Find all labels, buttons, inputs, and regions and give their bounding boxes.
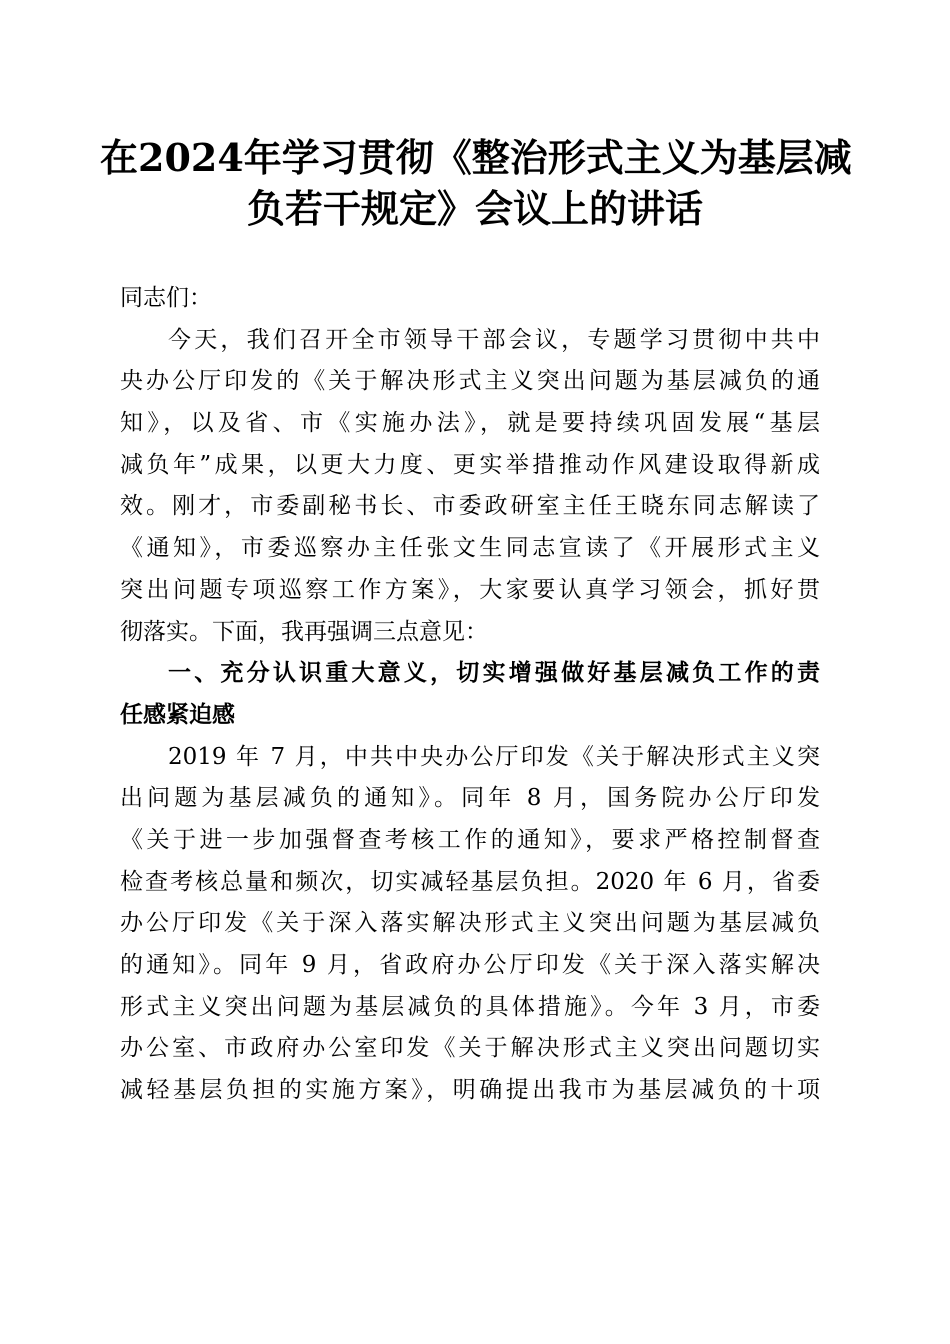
paragraph-line: 效。刚才，市委副秘书长、市委政研室主任王晓东同志解读了 [120, 493, 820, 520]
paragraph-line: 减负年”成果，以更大力度、更实举措推动作风建设取得新成 [120, 451, 820, 478]
salutation: 同志们： [120, 285, 212, 311]
paragraph-line: 形式主义突出问题为基层减负的具体措施》。今年 3 月，市委 [120, 993, 820, 1020]
paragraph-line: 减轻基层负担的实施方案》，明确提出我市为基层减负的十项 [120, 1077, 820, 1104]
section-heading-line: 任感紧迫感 [120, 701, 235, 728]
paragraph-line: 办公厅印发《关于深入落实解决形式主义突出问题为基层减负 [120, 910, 820, 937]
paragraph-line: 的通知》。同年 9 月，省政府办公厅印发《关于深入落实解决 [120, 952, 820, 978]
paragraph-line: 《通知》，市委巡察办主任张文生同志宣读了《开展形式主义 [120, 535, 820, 562]
paragraph-line: 2019 年 7 月，中共中央办公厅印发《关于解决形式主义突 [168, 743, 820, 770]
paragraph-line: 央办公厅印发的《关于解决形式主义突出问题为基层减负的通 [120, 368, 820, 395]
section-heading-line: 一、充分认识重大意义，切实增强做好基层减负工作的责 [168, 660, 820, 687]
paragraph-line: 知》，以及省、市《实施办法》，就是要持续巩固发展“基层 [120, 410, 820, 437]
paragraph-line: 出问题为基层减负的通知》。同年 8 月，国务院办公厅印发 [120, 785, 820, 812]
document-title [100, 132, 850, 234]
paragraph-line: 《关于进一步加强督查考核工作的通知》，要求严格控制督查 [120, 826, 820, 853]
paragraph-line: 突出问题专项巡察工作方案》，大家要认真学习领会，抓好贯 [120, 576, 820, 603]
paragraph-line: 彻落实。下面，我再强调三点意见： [120, 618, 488, 645]
title-line: 负若干规定》会议上的讲话 [246, 186, 703, 231]
paragraph-line: 办公室、市政府办公室印发《关于解决形式主义突出问题切实 [120, 1035, 820, 1062]
document-body [120, 278, 820, 1112]
title-line: 在2024年学习贯彻《整治形式主义为基层减 [100, 135, 852, 180]
paragraph-line: 今天，我们召开全市领导干部会议，专题学习贯彻中共中 [168, 326, 820, 353]
paragraph-line: 检查考核总量和频次，切实减轻基层负担。2020 年 6 月，省委 [120, 868, 820, 895]
